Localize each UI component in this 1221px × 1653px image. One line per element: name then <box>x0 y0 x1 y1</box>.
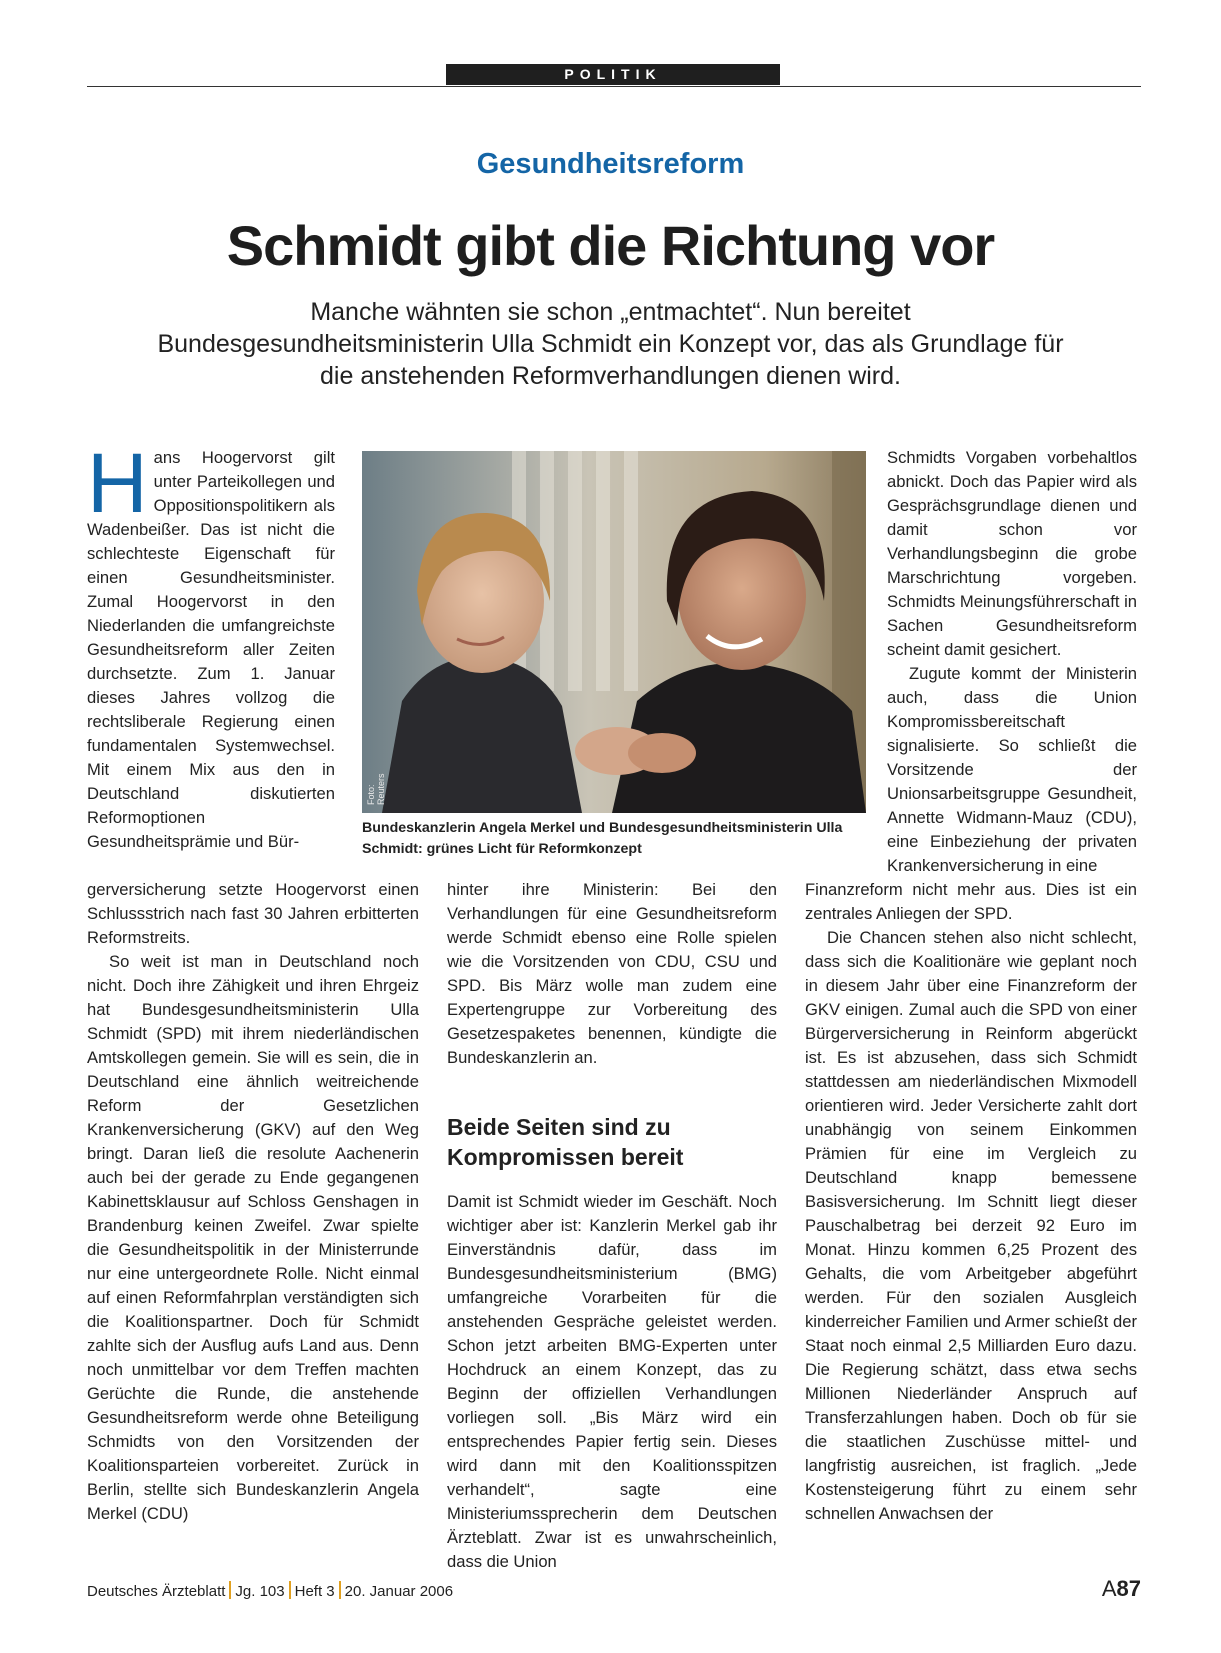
column3-paragraph2: Zugute kommt der Ministerin auch, dass die Union Kompromissbereitschaft signalisierte. So schließt die Vorsitzende der Unionsarbeitsgruppe Gesundheit, Annette Widmann-Mauz (CDU), eine Einbeziehung der privaten Krankenversicherung in eine <box>887 664 1137 875</box>
column3-paragraph2-continued: Finanzreform nicht mehr aus. Dies ist ein zentrales Anliegen der SPD. <box>805 880 1137 923</box>
column2-paragraph1: hinter ihre Ministerin: Bei den Verhandlungen für eine Gesundheitsreform werde Schmidt ebenso eine Rolle spielen wie die Vorsitzenden von CDU, CSU und SPD. Bis März wolle man zudem eine Expertengruppe zur Vorbereitung des Gesetzespaketes benennen, kündigte die Bundeskanzlerin an. <box>447 880 777 1067</box>
column3-lower <box>805 878 1137 1526</box>
footer-volume: Jg. 103 <box>235 1583 285 1600</box>
column1-lower <box>87 878 419 1526</box>
column3-paragraph3: Die Chancen stehen also nicht schlecht, dass sich die Koalitionäre wie geplant noch in diesem Jahr über eine Finanzreform der GKV einigen. Zumal auch die SPD von einer Bürgerversicherung in Reinform abgerückt ist. Es ist abzusehen, dass sich Schmidt stattdessen am niederländischen Mixmodell orientieren wird. Jeder Versicherte zahlt dort unabhängig von seinem Einkommen Prämien für eine im Vergleich zu Deutschland knapp bemessene Basisversicherung. Im Schnitt liegt dieser Pauschalbetrag bei derzeit 92 Euro im Monat. Hinzu kommen 6,25 Prozent des Gehalts, die vom Arbeitgeber abgeführt werden. Für den sozialen Ausgleich kinderreicher Familien und Armer schießt der Staat noch einmal 2,5 Milliarden Euro dazu. Die Regierung schätzt, dass etwa sechs Millionen Niederländer Anspruch auf Transferzahlungen haben. Doch ob für sie die staatlichen Zuschüsse mittel- und langfristig ausreichen, ist fraglich. „Jede Kostensteigerung führt zu einem sehr schnellen Anwachsen der <box>805 928 1137 1523</box>
photo-credit: Foto: Reuters <box>366 773 386 805</box>
column2-paragraph2: Damit ist Schmidt wieder im Geschäft. Noch wichtiger aber ist: Kanzlerin Merkel gab ihr Einverständnis dafür, dass im Bundesgesundheitsministerium (BMG) umfangreiche Vorarbeiten für die anstehenden Gespräche geleistet werden. Schon jetzt arbeiten BMG-Experten unter Hochdruck an einem Konzept, das zu Beginn der offiziellen Verhandlungen vorliegen soll. „Bis März wird ein entsprechendes Papier fertig sein. Dieses wird dann mit den Koalitionsspitzen verhandelt“, sagte eine Ministeriumssprecherin dem Deutschen Ärzteblatt. Zwar ist es unwahrscheinlich, dass die Union <box>447 1192 777 1571</box>
column2-lower <box>447 1190 777 1574</box>
section-label: POLITIK <box>446 64 780 85</box>
subheading: Beide Seiten sind zu Kompromissen bereit <box>447 1114 684 1170</box>
footer-separator <box>289 1581 291 1599</box>
footer-citation <box>87 1581 453 1602</box>
kicker: Gesundheitsreform <box>476 148 745 180</box>
footer-separator <box>339 1581 341 1599</box>
column3-upper <box>887 446 1137 878</box>
footer-separator <box>229 1581 231 1599</box>
column1-upper <box>87 436 335 854</box>
column1-paragraph2: So weit ist man in Deutschland noch nicht. Doch ihre Zähigkeit und ihren Ehrgeiz hat Bundesgesundheitsministerin Ulla Schmidt (SPD) mit ihrem niederländischen Amtskollegen gemein. Sie will es sein, die in Deutschland eine ähnlich weitreichende Reform der Gesetzlichen Krankenversicherung (GKV) auf den Weg bringt. Daran ließ die resolute Aachenerin auch bei der gerade zu Ende gegangenen Kabinettsklausur auf Schloss Genshagen in Brandenburg keinen Zweifel. Zwar spielte die Gesundheitspolitik in der Ministerrunde nur eine untergeordnete Rolle. Nicht einmal auf einen Reformfahrplan verständigten sich die Koalitionspartner. Doch für Schmidt zahlte sich der Ausflug aufs Land aus. Denn noch unmittelbar vor dem Treffen machten Gerüchte die Runde, die anstehende Gesundheitsreform werde ohne Beteiligung Schmidts von den Vorsitzenden der Koalitionsparteien vorbereitet. Zurück in Berlin, stellte sich Bundeskanzlerin Angela Merkel (CDU) <box>87 952 419 1523</box>
footer-date: 20. Januar 2006 <box>344 1583 454 1600</box>
photo-illustration <box>362 451 866 813</box>
photo-caption: Bundeskanzlerin Angela Merkel und Bundesgesundheitsministerin Ulla Schmidt: grünes Licht für Reformkonzept <box>362 820 843 857</box>
header-rule <box>87 86 1141 87</box>
lead-paragraph: Manche wähnten sie schon „entmachtet“. Nun bereitet Bundesgesundheitsministerin Ulla Schmidt ein Konzept vor, das als Grundlage für die anstehenden Reformverhandlungen dienen wird. <box>157 298 1064 390</box>
drop-cap: H <box>87 436 148 530</box>
photo-merkel-schmidt <box>362 451 866 813</box>
page-number <box>1102 1576 1141 1602</box>
footer-issue: Heft 3 <box>294 1583 335 1600</box>
headline: Schmidt gibt die Richtung vor <box>226 214 995 277</box>
column1-paragraph1-continued: gerversicherung setzte Hoogervorst einen Schlussstrich nach fast 30 Jahren erbitterten Reformstreits. <box>87 880 419 947</box>
page-number-value: 87 <box>1116 1576 1141 1601</box>
column1-paragraph1: ans Hoogervorst gilt unter Parteikollegen und Oppositionspolitikern als Wadenbeißer. Das ist nicht die schlechteste Eigenschaft für einen Gesundheitsminister. Zumal Hoogervorst in den Niederlanden die umfangreichste Gesundheitsreform aller Zeiten durchsetzte. Zum 1. Januar dieses Jahres vollzog die rechtsliberale Regierung einen fundamentalen Systemwechsel. Mit einem Mix aus den in Deutschland diskutierten Reformoptionen Gesundheitsprämie und Bür- <box>87 448 335 851</box>
footer-journal: Deutsches Ärzteblatt <box>87 1583 226 1600</box>
page-prefix: A <box>1101 1576 1117 1601</box>
column2-upper <box>447 878 777 1070</box>
column3-paragraph1: Schmidts Vorgaben vorbehaltlos abnickt. Doch das Papier wird als Gesprächsgrundlage dienen und damit schon vor Verhandlungsbeginn die grobe Marschrichtung vorgeben. Schmidts Meinungsführerschaft in Sachen Gesundheitsreform scheint damit gesichert. <box>887 448 1137 659</box>
